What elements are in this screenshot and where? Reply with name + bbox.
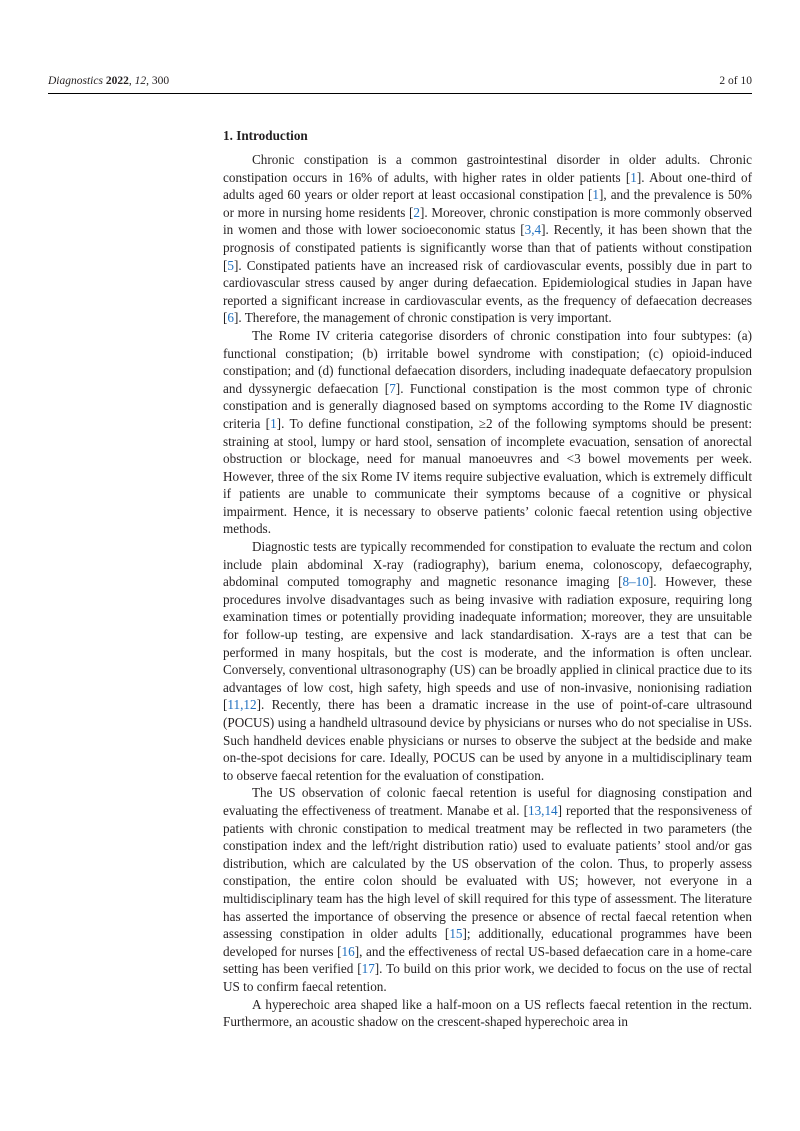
paragraph-text: The US observation of colonic faecal retention is useful for diagnosing constipation and evaluating the effectiveness of treatment. Manabe et al. [	[223, 785, 752, 818]
paragraph-text: ]. Recently, there has been a dramatic increase in the use of point-of-care ultrasound (POCUS) using a handheld ultrasound device by physicians or nurses who do not specialise in USs. Such handheld devices enable physicians or nurses to observe the subject at the bedside and make on-the-spot decisions for care. Ideally, POCUS can be used by anyone in a multidisciplinary team to observe faecal retention for the evaluation of constipation.	[223, 697, 752, 783]
journal-citation: Diagnostics 2022, 12, 300	[48, 75, 170, 87]
paragraph-text: ]. Functional constipation is the most common type of chronic constipation and is generally diagnosed based on symptoms according to the Rome IV diagnostic criteria [	[223, 380, 752, 431]
article-number: 300	[151, 75, 170, 87]
paragraph-text: A hyperechoic area shaped like a half-moon on a US reflects faecal retention in the rectum. Furthermore, an acoustic shadow on the crescent-shaped hyperechoic area in	[223, 996, 752, 1030]
paragraph-text: ]. Recently, it has been shown that the prognosis of constipated patients is significantly worse than that of patients without constipation [	[223, 222, 752, 273]
body-paragraph	[223, 538, 752, 784]
paragraph-text: ]. Therefore, the management of chronic constipation is very important.	[234, 310, 612, 326]
paragraph-text: ]. However, these procedures involve disadvantages such as being invasive with radiation exposure, requiring long examination times or potentially providing inadequate information; moreover, they are unsuitable for follow-up testing, are expensive and lack standardisation. X-rays are a test that can be performed in many hospitals, but the cost is moderate, and the information is often unclear. Conversely, conventional ultrasonography (US) can be broadly applied in clinical practice due to its advantages of low cost, high safety, high speeds and use of non-invasive, nonionising radiation [	[223, 574, 752, 713]
citation-link[interactable]: 17	[361, 961, 375, 977]
paragraph-text: The Rome IV criteria categorise disorders of chronic constipation into four subtypes: (a) functional constipation; (b) irritable bowel syndrome with constipation; (c) opioid-induced constipation; and (d) functional defaecation disorders, including inadequate defaecatory propulsion and dyssynergic defaecation [	[223, 327, 752, 396]
paragraph-text: ]; additionally, educational programmes have been developed for nurses [	[223, 926, 752, 959]
paragraph-text: ]. About one-third of adults aged 60 years or older report at least occasional constipation [	[223, 169, 752, 203]
citation-link[interactable]: 3,4	[524, 222, 542, 238]
body-paragraph	[223, 996, 752, 1031]
body-paragraph	[223, 151, 752, 327]
citation-link[interactable]: 7	[389, 380, 396, 396]
section-heading: 1. Introduction	[223, 128, 308, 143]
paragraph-text: ], and the prevalence is 50% or more in nursing home residents [	[223, 187, 752, 220]
citation-link[interactable]: 13,14	[527, 802, 558, 818]
journal-year: 2022	[105, 75, 129, 87]
page-number: 2 of 10	[719, 75, 752, 87]
paragraph-text: ]. Moreover, chronic constipation is more commonly observed in women and those with lower socioeconomic status [	[223, 204, 752, 238]
paragraph-text: ]. To define functional constipation, ≥2 of the following symptoms should be present: straining at stool, lumpy or hard stool, sensation of incomplete evacuation, sensation of anorectal obstruction or blockage, need for manual manoeuvres and <3 bowel movements per week. However, three of the six Rome IV items require subjective evaluation, which is extremely difficult if patients are unable to communicate their symptoms because of a cognitive or physical impairment. Hence, it is necessary to observe patients’ colonic faecal retention using objective methods.	[223, 415, 752, 537]
paragraph-text: ]. To build on this prior work, we decided to focus on the use of rectal US to confirm faecal retention.	[223, 961, 752, 994]
paragraph-text: ], and the effectiveness of rectal US-based defaecation care in a home-care setting has been verified [	[223, 943, 752, 977]
citation-link[interactable]: 6	[227, 310, 234, 326]
citation-link[interactable]: 16	[341, 943, 355, 959]
paragraph-text: ]. Constipated patients have an increased risk of cardiovascular events, possibly due in part to cardiovascular stress caused by anger during defaecation. Epidemiological studies in Japan have reported a significant increase in cardiovascular events, as the frequency of defaecation decreases [	[223, 257, 752, 326]
paragraph-text: Chronic constipation is a common gastrointestinal disorder in older adults. Chronic constipation occurs in 16% of adults, with higher rates in older patients [	[223, 152, 752, 185]
citation-link[interactable]: 2	[413, 204, 421, 220]
article-body	[223, 127, 752, 1031]
journal-name: Diagnostics	[48, 75, 103, 87]
paragraph-text: ] reported that the responsiveness of patients with chronic constipation to medical treatment may be reflected in two parameters (the constipation index and the left/right distribution ratio) used to evaluate patients’ stool and/or gas distribution, which are calculated by the US observation of the colon. Thus, to properly assess constipation, the entire colon should be evaluated with US; however, not everyone in a multidisciplinary team has the high level of skill required for this type of assessment. The literature has asserted the importance of observing the presence or absence of rectal faecal retention when assessing constipation in older adults [	[223, 802, 752, 942]
citation-link[interactable]: 1	[630, 169, 637, 185]
body-paragraph	[223, 327, 752, 538]
citation-link[interactable]: 1	[592, 187, 599, 203]
body-paragraph	[223, 784, 752, 995]
running-header	[48, 71, 752, 94]
citation-link[interactable]: 15	[449, 926, 463, 942]
citation-link[interactable]: 5	[227, 257, 234, 273]
citation-link[interactable]: 1	[270, 415, 277, 431]
paragraph-text: Diagnostic tests are typically recommended for constipation to evaluate the rectum and colon include plain abdominal X-ray (radiography), barium enema, colonoscopy, defaecography, abdominal computed tomography and magnetic resonance imaging [	[223, 539, 752, 590]
citation-link[interactable]: 11,12	[227, 697, 257, 713]
citation-link[interactable]: 8–10	[622, 574, 649, 590]
journal-volume: 12	[134, 75, 147, 87]
paragraphs-container	[223, 151, 752, 1031]
